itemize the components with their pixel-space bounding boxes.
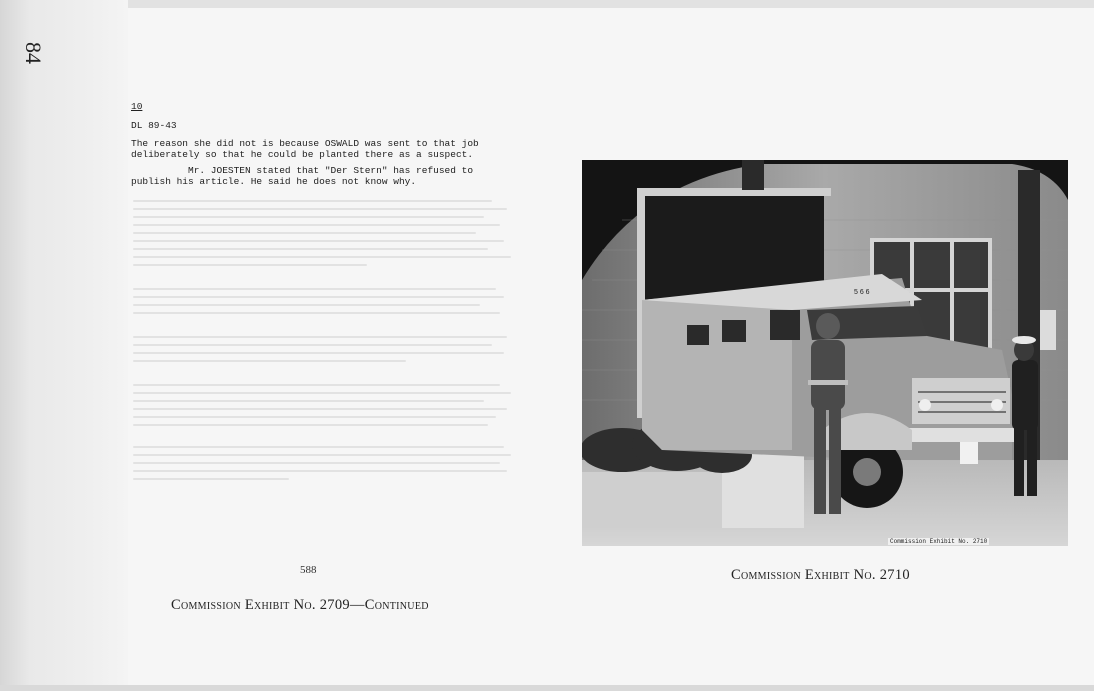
page-gutter xyxy=(0,0,128,691)
caption-exhibit-2710-text: Commission Exhibit No. 2710 xyxy=(731,567,910,583)
paragraph-oswald: The reason she did not is because OSWALD was sent to that job deliberately so that he could be planted there as a suspect. xyxy=(131,138,479,160)
exhibit-photograph xyxy=(582,160,1068,546)
caption-exhibit-2709 xyxy=(171,597,429,614)
left-page-number: 10 xyxy=(131,101,143,112)
page-folio: 588 xyxy=(300,564,317,576)
truck-number: 5 6 6 xyxy=(854,289,870,296)
caption-exhibit-2710 xyxy=(731,567,910,584)
scan-top-edge xyxy=(128,0,1094,8)
photo-exhibit-tag: Commission Exhibit No. 2710 xyxy=(890,538,988,545)
paragraph-joesten-text: Mr. JOESTEN stated that "Der Stern" has refused to publish his article. He said he does not know why. xyxy=(131,165,474,187)
file-reference: DL 89-43 xyxy=(131,120,177,131)
paragraph-joesten xyxy=(131,166,511,187)
bleed-through-text xyxy=(133,200,523,486)
armored-truck-photo xyxy=(582,160,1068,546)
caption-exhibit-2709-text: Commission Exhibit No. 2709—Continued xyxy=(171,597,429,613)
margin-page-number: 84 xyxy=(21,42,46,64)
scan-bottom-edge xyxy=(0,685,1094,691)
